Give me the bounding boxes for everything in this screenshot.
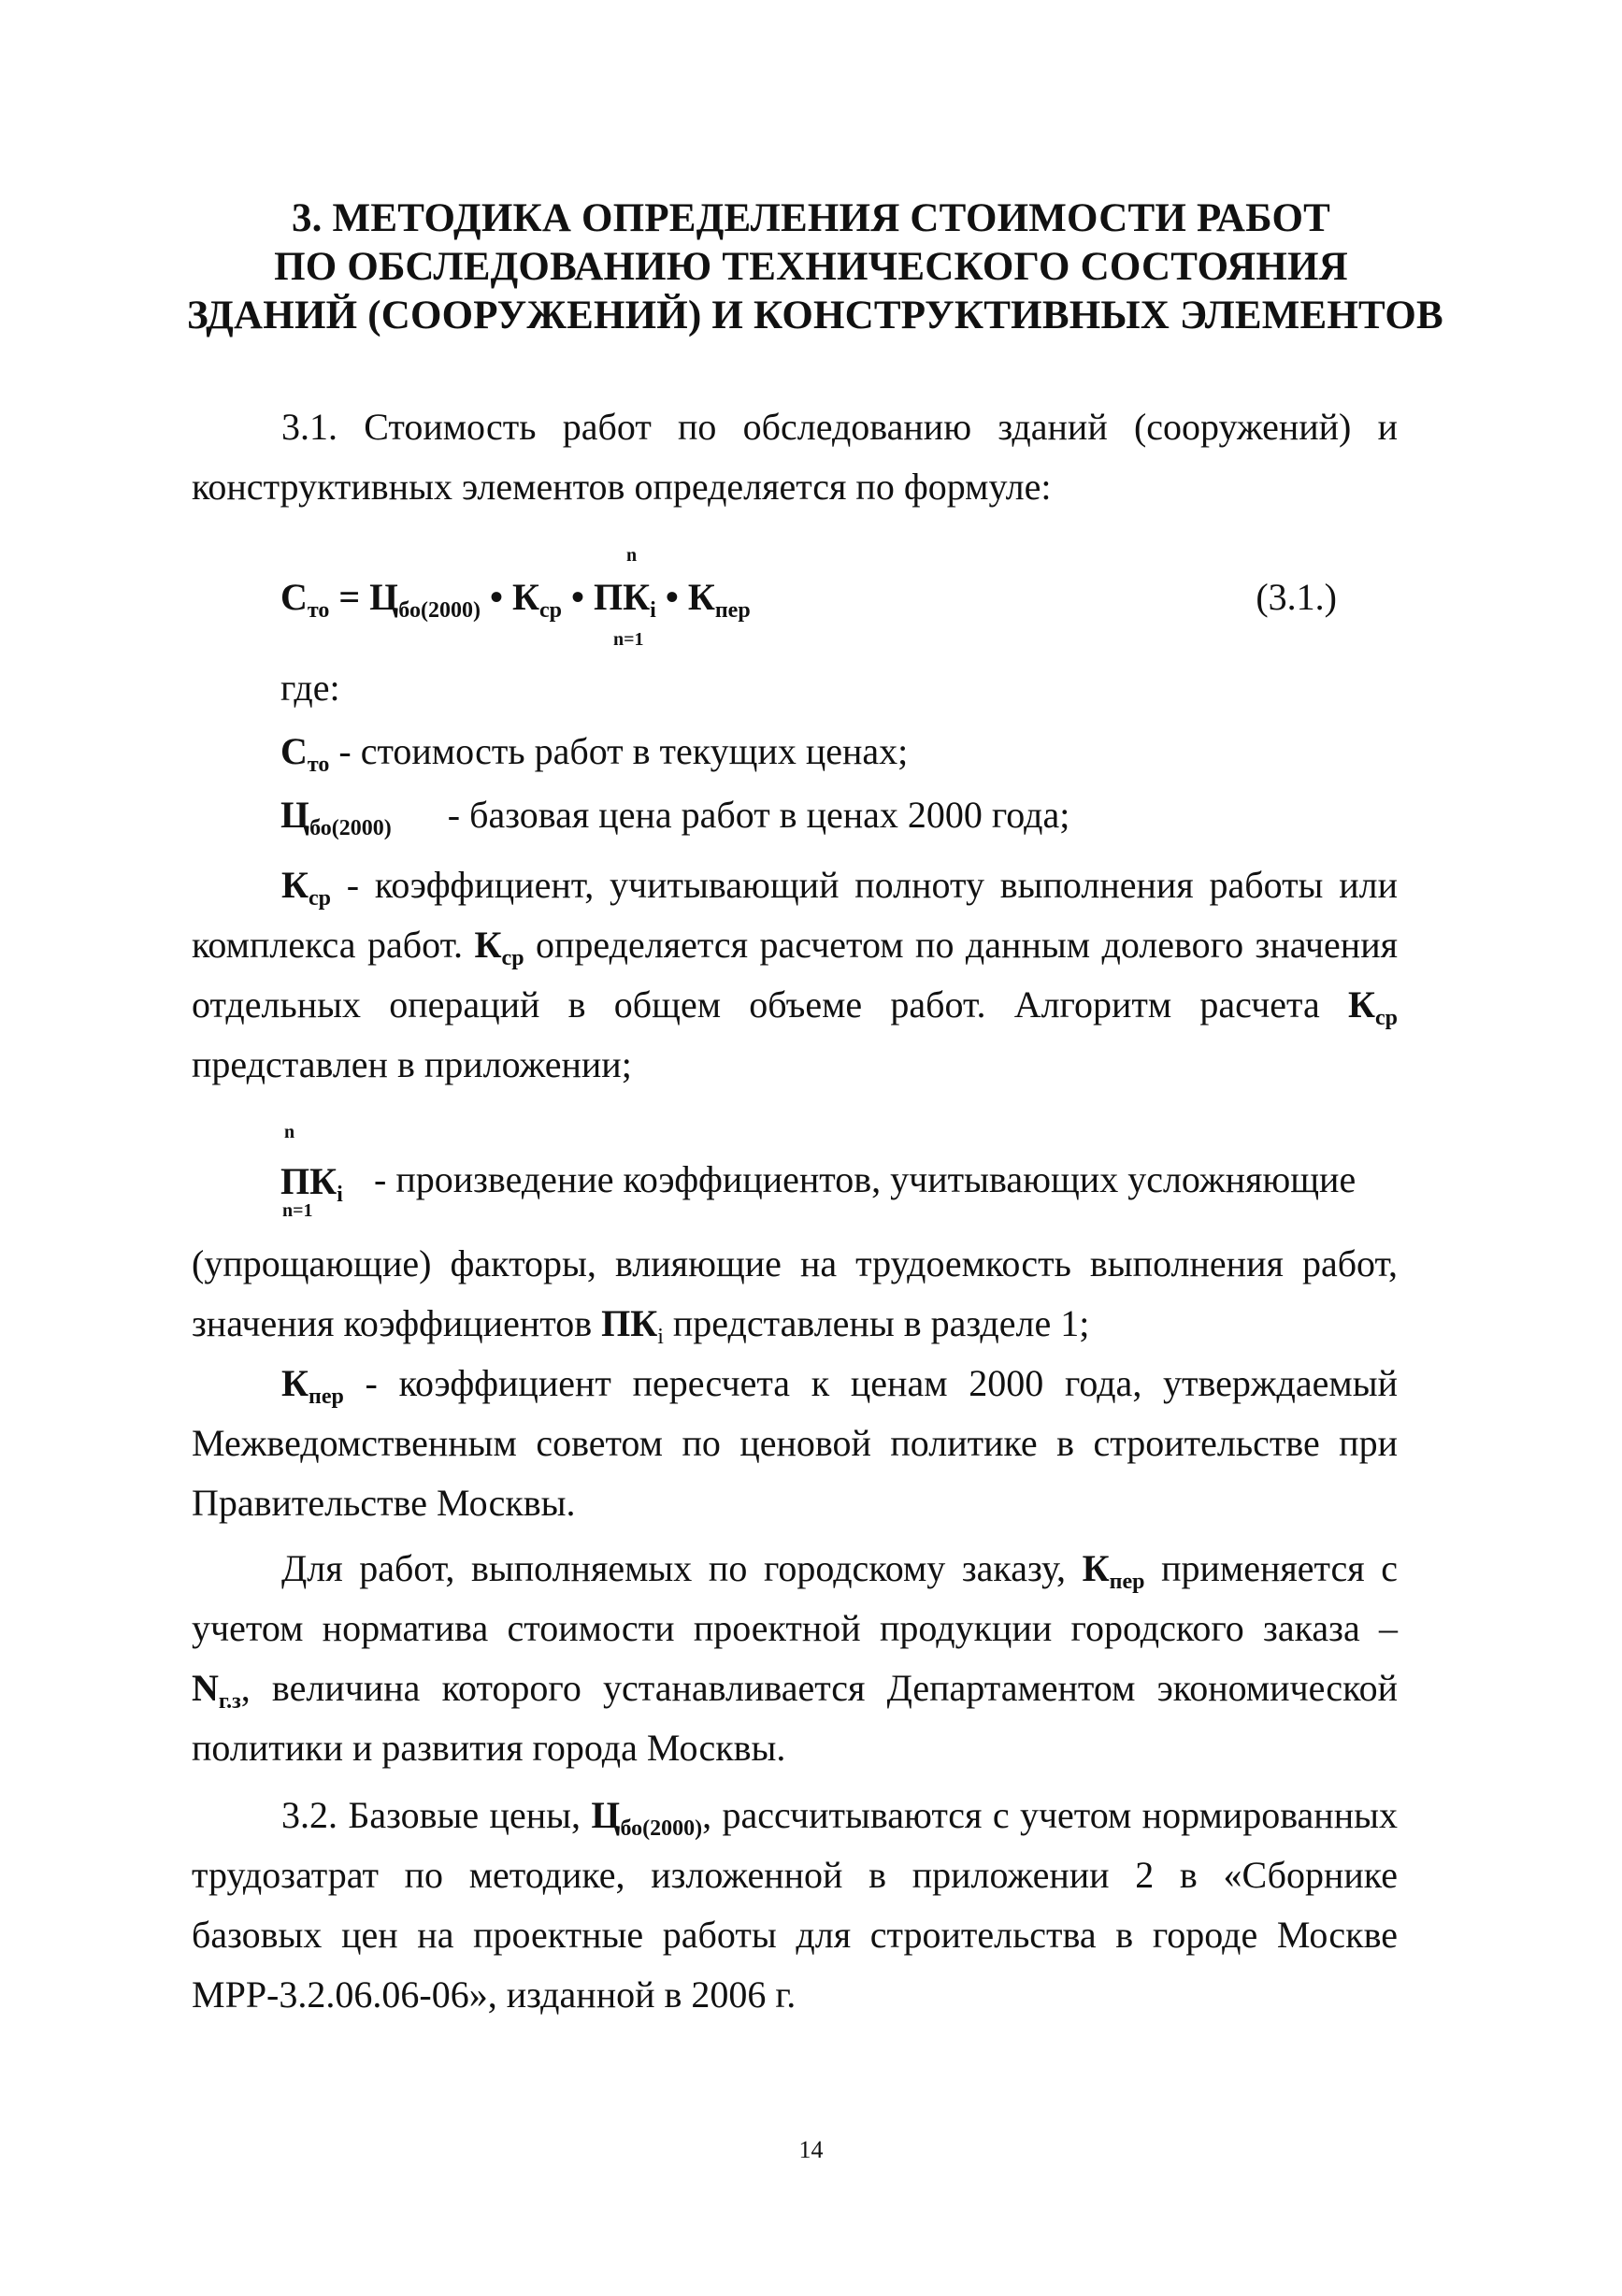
formula-ts-subscript: бо(2000) <box>398 598 481 623</box>
formula-kper-subscript: пер <box>714 598 751 623</box>
formula-c-symbol: С <box>280 576 308 618</box>
definition-kper <box>192 1354 1398 1533</box>
definition-tsb <box>280 793 1070 840</box>
city-text-3: , величина которого устанавливается Департаментом экономической политики и развития города Москвы. <box>192 1667 1398 1769</box>
ksr-text-2: определяется расчетом по данным долевого значения отдельных операций в общем объеме работ. Алгоритм расчета <box>192 924 1398 1026</box>
pk-text-3: представлены в разделе 1; <box>663 1302 1090 1344</box>
definition-cto <box>280 729 909 777</box>
ksr-symbol-2: К <box>474 924 502 966</box>
formula-dot-2: • <box>562 576 595 618</box>
ksr-subscript: ср <box>309 886 332 911</box>
where-label: где: <box>280 667 340 709</box>
kper-text: - коэффициент пересчета к ценам 2000 года, утверждаемый Межведомственным советом по ценовой политике в строительстве при Правительстве Москвы. <box>192 1362 1398 1524</box>
p32-ts-subscript: бо(2000) <box>620 1816 703 1841</box>
cto-text: - стоимость работ в текущих ценах; <box>329 730 909 772</box>
p32-text-1: 3.2. Базовые цены, <box>281 1794 592 1836</box>
formula-expression <box>280 575 751 623</box>
section-heading <box>187 194 1443 340</box>
formula-product-upper-limit: n <box>626 545 638 566</box>
city-kper-symbol: К <box>1082 1547 1110 1589</box>
formula-c-subscript: то <box>307 598 330 623</box>
formula-dot-3: • <box>655 576 688 618</box>
p32-text-2: , рассчитываются с учетом нормированных трудозатрат по методике, изложенной в приложении 2 в «Сборнике базовых цен на проектные работы для строительства в городе Москве МРР-3.2.06.06-06», изданной в 2006 г. <box>192 1794 1398 2016</box>
n-subscript: г.з <box>218 1689 241 1714</box>
paragraph-3-1 <box>192 397 1398 517</box>
formula-k-symbol: К <box>511 576 539 618</box>
pk-subscript: i <box>337 1183 343 1207</box>
p32-ts-symbol: Ц <box>591 1794 621 1836</box>
formula-3-1 <box>280 538 1337 668</box>
page-number: 14 <box>798 2136 824 2163</box>
formula-dot-1: • <box>480 576 512 618</box>
pk-symbol-inline: ПК <box>601 1302 658 1344</box>
pk-symbol-group <box>280 1159 343 1207</box>
city-kper-subscript: пер <box>1109 1570 1145 1594</box>
pk-text-2: (упрощающие) факторы, влияющие на трудоемкость выполнения работ, значения коэффициентов <box>192 1242 1398 1344</box>
pk-upper-limit: n <box>284 1122 295 1142</box>
tsb-subscript: бо(2000) <box>309 816 392 840</box>
ksr-symbol-3: К <box>1347 983 1375 1026</box>
paragraph-city-order <box>192 1539 1398 1778</box>
tsb-symbol: Ц <box>280 794 310 836</box>
formula-product-lower-limit: n=1 <box>613 629 644 650</box>
city-text-1: Для работ, выполняемых по городскому заказу, <box>281 1547 1083 1589</box>
formula-k-subscript: ср <box>539 598 562 623</box>
definition-ksr <box>192 855 1398 1095</box>
pk-text-1: - произведение коэффициентов, учитывающих усложняющие <box>374 1158 1356 1200</box>
formula-number: (3.1.) <box>1256 576 1337 618</box>
ksr-text-1: - коэффициент, учитывающий полноту выполнения работы или комплекса работ. <box>192 864 1398 966</box>
definition-pk-continued <box>192 1234 1398 1354</box>
cto-subscript: то <box>307 753 330 777</box>
formula-kper-symbol: К <box>687 576 715 618</box>
heading-line-1: 3. МЕТОДИКА ОПРЕДЕЛЕНИЯ СТОИМОСТИ РАБОТ <box>291 196 1331 240</box>
kper-symbol: К <box>281 1362 309 1404</box>
city-text-2: применяется с учетом норматива стоимости проектной продукции городского заказа – <box>192 1547 1399 1649</box>
ksr-subscript-2: ср <box>501 946 524 970</box>
tsb-text: - базовая цена работ в ценах 2000 года; <box>447 794 1070 836</box>
definition-pk <box>280 1122 1402 1225</box>
formula-pk-subscript: i <box>650 598 656 623</box>
heading-line-2: ПО ОБСЛЕДОВАНИЮ ТЕХНИЧЕСКОГО СОСТОЯНИЯ <box>274 245 1348 289</box>
cto-symbol: С <box>280 730 308 772</box>
formula-equals: = <box>329 576 370 618</box>
pk-lower-limit: n=1 <box>282 1200 313 1221</box>
paragraph-3-2 <box>192 1786 1398 2025</box>
formula-ts-symbol: Ц <box>369 576 399 618</box>
pk-symbol: ПК <box>280 1160 337 1202</box>
kper-subscript: пер <box>309 1385 344 1409</box>
pk-subscript-inline: i <box>657 1325 664 1349</box>
ksr-symbol: К <box>281 864 309 906</box>
ksr-text-3: представлен в приложении; <box>192 1043 632 1085</box>
formula-pk-symbol: ПК <box>594 576 651 618</box>
paragraph-3-1-text: 3.1. Стоимость работ по обследованию зданий (сооружений) и конструктивных элементов определяется по формуле: <box>192 406 1398 508</box>
ksr-subscript-3: ср <box>1375 1006 1398 1030</box>
n-symbol: N <box>192 1667 219 1709</box>
heading-line-3: ЗДАНИЙ (СООРУЖЕНИЙ) И КОНСТРУКТИВНЫХ ЭЛЕМЕНТОВ <box>187 294 1443 337</box>
